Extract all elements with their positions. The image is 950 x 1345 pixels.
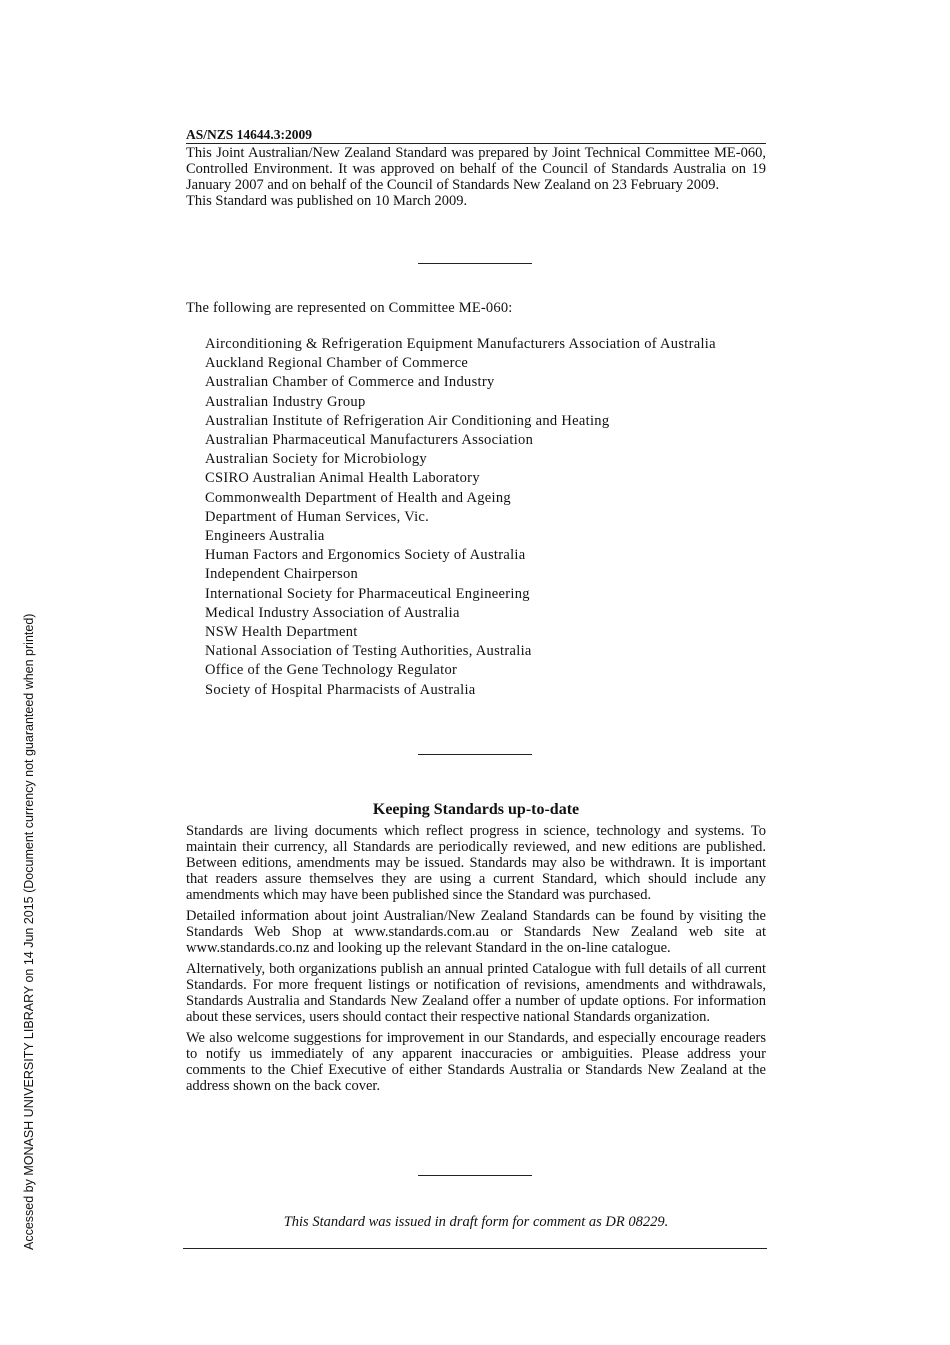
paragraph: Alternatively, both organizations publish an annual printed Catalogue with full details of all current Standards. For more frequent listings or notification of revisions, amendments and withdrawals, Standards Australia and Standards New Zealand offer a number of update options. For information about these services, users should contact their respective national Standards organization. (186, 961, 766, 1025)
access-watermark: Accessed by MONASH UNIVERSITY LIBRARY on 14 Jun 2015 (Document currency not guaranteed when printed) (22, 613, 36, 1250)
section-heading: Keeping Standards up-to-date (372, 801, 580, 818)
draft-note: This Standard was issued in draft form for comment as DR 08229. (283, 1214, 669, 1230)
list-item: Auckland Regional Chamber of Commerce (205, 355, 469, 372)
divider-rule (418, 754, 532, 755)
keeping-up-to-date-body (186, 823, 766, 1099)
approval-paragraph: This Joint Australian/New Zealand Standard was prepared by Joint Technical Committee ME-060, Controlled Environment. It was approved on behalf of the Council of Standards Australia on 19 January 2007 and on behalf of the Council of Standards New Zealand on 23 February 2009. (186, 145, 766, 193)
divider-rule (418, 263, 532, 264)
publication-date: This Standard was published on 10 March 2009. (186, 193, 468, 209)
list-item: Office of the Gene Technology Regulator (205, 662, 458, 679)
paragraph: Detailed information about joint Australian/New Zealand Standards can be found by visiting the Standards Web Shop at www.standards.com.au or Standards New Zealand web site at www.standards.co.nz and looking up the relevant Standard in the on-line catalogue. (186, 908, 766, 956)
list-item: Australian Institute of Refrigeration Air Conditioning and Heating (205, 412, 610, 429)
preparation-note (186, 145, 766, 209)
list-item: Australian Chamber of Commerce and Industry (205, 374, 495, 391)
list-item: Medical Industry Association of Australia (205, 604, 460, 621)
list-item: Department of Human Services, Vic. (205, 508, 430, 525)
list-item: NSW Health Department (205, 624, 358, 641)
divider-rule (418, 1175, 532, 1176)
list-item: CSIRO Australian Animal Health Laboratory (205, 470, 480, 487)
paragraph: We also welcome suggestions for improvement in our Standards, and especially encourage readers to notify us immediately of any apparent inaccuracies or ambiguities. Please address your comments to the Chief Executive of either Standards Australia or Standards New Zealand at the address shown on the back cover. (186, 1030, 766, 1094)
list-item: Airconditioning & Refrigeration Equipment Manufacturers Association of Australia (205, 336, 716, 352)
paragraph: Standards are living documents which reflect progress in science, technology and systems. To maintain their currency, all Standards are periodically reviewed, and new editions are published. Between editions, amendments may be issued. Standards may also be withdrawn. It is important that readers assure themselves they are using a current Standard, which should include any amendments which may have been published since the Standard was purchased. (186, 823, 766, 903)
committee-intro: The following are represented on Committee ME-060: (186, 300, 513, 316)
committee-organization-list (205, 335, 735, 700)
document-id: AS/NZS 14644.3:2009 (186, 126, 766, 144)
list-item: Australian Industry Group (205, 393, 366, 410)
list-item: National Association of Testing Authorities, Australia (205, 643, 532, 660)
list-item: Australian Society for Microbiology (205, 451, 427, 468)
list-item: Human Factors and Ergonomics Society of Australia (205, 547, 526, 564)
list-item: Engineers Australia (205, 528, 325, 545)
list-item: Society of Hospital Pharmacists of Australia (205, 681, 476, 698)
list-item: Commonwealth Department of Health and Ageing (205, 489, 511, 506)
list-item: Independent Chairperson (205, 566, 359, 583)
list-item: International Society for Pharmaceutical Engineering (205, 585, 530, 602)
list-item: Australian Pharmaceutical Manufacturers Association (205, 432, 534, 449)
footer-rule (183, 1248, 767, 1249)
